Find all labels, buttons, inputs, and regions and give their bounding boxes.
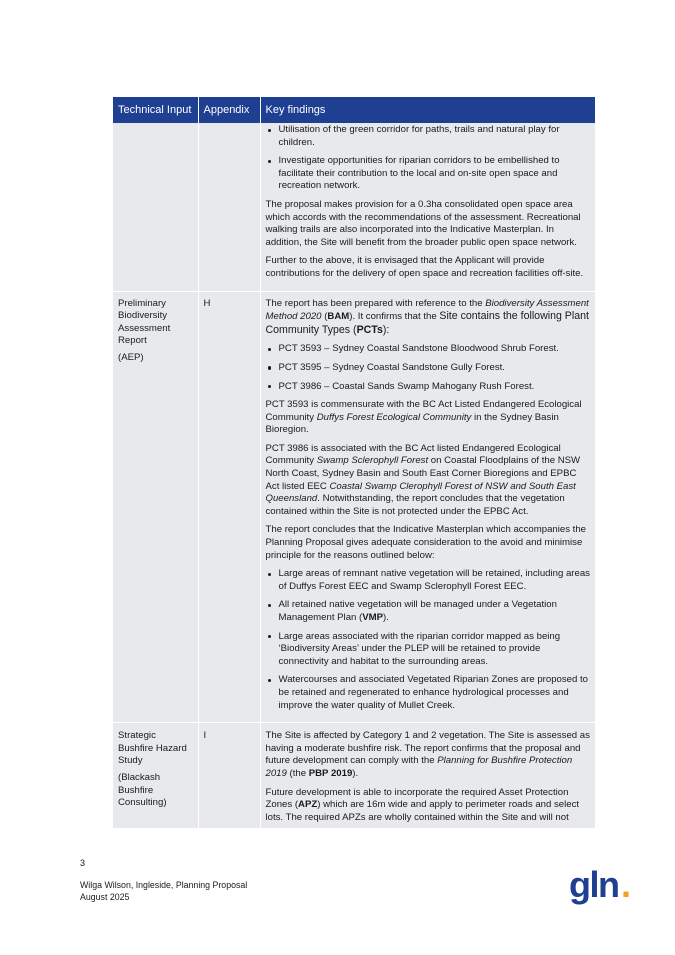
logo-dot: .: [621, 866, 632, 905]
logo-wordmark: gln: [569, 866, 619, 905]
header-appendix: Appendix: [198, 97, 260, 123]
abbreviation: PCTs: [356, 323, 383, 336]
table-row: [113, 723, 595, 829]
key-findings-cell: [260, 723, 595, 829]
appendix-cell: H: [198, 291, 260, 723]
key-findings-cell: [260, 123, 595, 291]
paragraph: [266, 399, 591, 437]
text-span: . Notwithstanding, the report concludes that the vegetation contained within the Site is not protected under the EPBC Act.: [265, 493, 565, 517]
abbreviation: PBP 2019: [308, 767, 353, 779]
community-name: Duffys Forest Ecological Community: [316, 411, 472, 423]
appendix-cell: I: [198, 723, 260, 829]
abbreviation: APZ: [298, 799, 318, 811]
text-span: in the Sydney Basin Bioregion.: [265, 411, 559, 436]
list-item: [266, 599, 591, 624]
text-span: (: [324, 311, 328, 323]
list-item: PCT 3986 – Coastal Sands Swamp Mahogany Rush Forest.: [266, 381, 591, 394]
paragraph: Further to the above, it is envisaged that the Applicant will provide contributions for the delivery of open space and recreation facilities off-site.: [265, 255, 584, 279]
appendix-cell: [198, 123, 260, 291]
paragraph: The report concludes that the Indicative Masterplan which accompanies the Planning Proposal gives adequate consideration to the avoid and minimise principle for the reasons outlined below:: [265, 524, 587, 561]
list-item: Investigate opportunities for riparian corridors to be embellished to facilitate their contribution to the local and on-site open space and recreation network.: [266, 155, 591, 193]
text-span: Future development is able to incorporate the required Asset Protection Zones (: [265, 786, 569, 811]
key-findings-cell: [260, 291, 595, 723]
paragraph: [266, 730, 591, 780]
gln-logo: [569, 866, 633, 910]
technical-input-cell: [113, 723, 198, 829]
paragraph: [266, 298, 591, 338]
document-title: Biodiversity Assessment Method 2020: [265, 297, 589, 323]
footer-date: August 2025: [80, 892, 130, 902]
header-key-findings: Key findings: [260, 97, 595, 123]
text-span: The Site is affected by Category 1 and 2 vegetation. The Site is assessed as having a moderate bushfire risk. The report confirms that the proposal and future development can comply with the: [265, 730, 590, 767]
text-span: (the: [289, 767, 307, 779]
technical-input-author: (Blackash Bushfire Consulting): [118, 771, 167, 809]
text-span: The report has been prepared with reference to the: [265, 297, 483, 309]
text-span: ):: [382, 323, 390, 336]
list-item: Large areas of remnant native vegetation will be retained, including areas of Duffys Forest EEC and Swamp Sclerophyll Forest EEC.: [266, 568, 591, 593]
text-span: on Coastal Floodplains of the NSW North Coast, Sydney Basin and South East Corner Bioregions and EPBC Act listed EEC: [265, 455, 581, 492]
page-number: 3: [80, 858, 86, 868]
paragraph: [266, 787, 591, 825]
reasons-list: [266, 568, 591, 712]
community-name: Swamp Sclerophyll Forest: [316, 455, 429, 467]
footer-document-title: Wilga Wilson, Ingleside, Planning Proposal: [80, 880, 248, 890]
text-span: PCT 3593 is commensurate with the BC Act Listed Endangered Ecological Community: [265, 399, 582, 423]
list-item: Large areas associated with the riparian corridor mapped as being ‘Biodiversity Areas’ under the PLEP will be retained to provide connectivity and habitat to the surrounding areas.: [266, 631, 591, 669]
document-title: Planning for Bushfire Protection 2019: [265, 755, 573, 779]
text-span: PCT 3986 is associated with the BC Act listed Endangered Ecological Community: [265, 442, 561, 467]
open-space-recommendations-list: [266, 124, 591, 193]
text-span: ).: [352, 767, 359, 779]
text-span: ) which are 16m wide and apply to perimeter roads and select lots. The required APZs are wholly contained within the Site and will not: [265, 799, 580, 823]
abbreviation: VMP: [362, 612, 384, 623]
text-span: ). It confirms that the: [349, 311, 437, 323]
list-item: PCT 3595 – Sydney Coastal Sandstone Gully Forest.: [266, 362, 591, 375]
table-header-row: [113, 97, 595, 123]
list-item: Utilisation of the green corridor for paths, trails and natural play for children.: [266, 124, 591, 149]
text-span: Site contains the following Plant Community Types (: [265, 310, 589, 336]
technical-input-title: Strategic Bushfire Hazard Study: [118, 730, 187, 767]
text-span: All retained native vegetation will be managed under a Vegetation Management Plan (: [278, 599, 557, 623]
list-item: Watercourses and associated Vegetated Riparian Zones are proposed to be retained and regenerated to enhance hydrological processes and improve the water quality of Mullet Creek.: [266, 674, 591, 712]
pct-list: [266, 343, 591, 393]
technical-input-cell: [113, 291, 198, 723]
table-row: [113, 291, 595, 723]
community-name: Coastal Swamp Clerophyll Forest of NSW and South East Queensland: [265, 480, 576, 505]
text-span: ).: [383, 612, 389, 623]
paragraph: [266, 443, 591, 519]
technical-input-cell: [113, 123, 198, 291]
technical-input-abbreviation: (AEP): [118, 351, 144, 363]
list-item: PCT 3593 – Sydney Coastal Sandstone Bloodwood Shrub Forest.: [266, 343, 591, 356]
technical-input-table: [113, 97, 595, 828]
table-row: [113, 123, 595, 291]
technical-input-title: Preliminary Biodiversity Assessment Report: [118, 297, 171, 347]
header-technical-input: Technical Input: [113, 97, 198, 123]
abbreviation: BAM: [327, 311, 350, 323]
paragraph: The proposal makes provision for a 0.3ha consolidated open space area which accords with the recommendations of the assessment. Recreational walking trails are also incorporated into the Indicative Masterplan. In addition, the Site will benefit from the broader public open space network.: [265, 198, 581, 248]
